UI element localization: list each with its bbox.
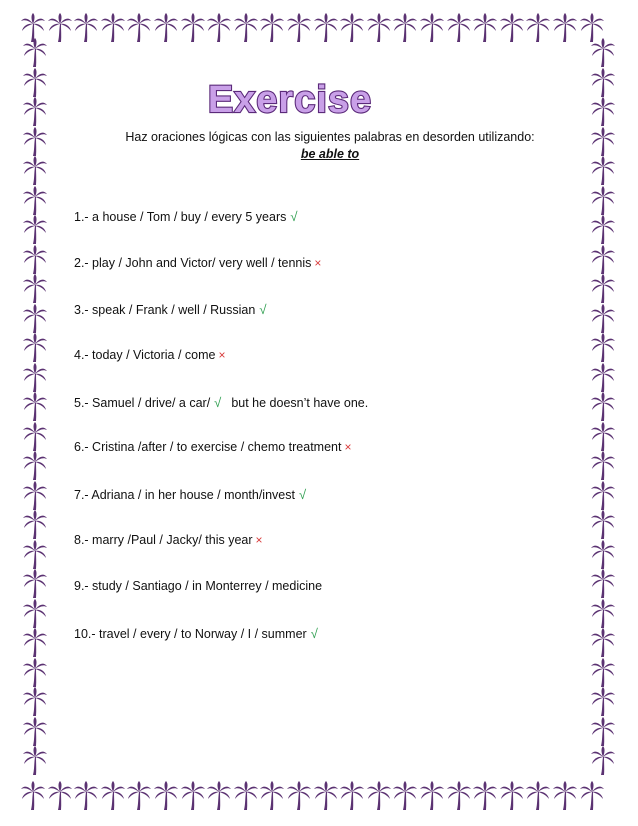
palm-tree-icon <box>22 481 48 511</box>
palm-tree-icon <box>259 13 285 43</box>
palm-tree-icon <box>22 599 48 629</box>
palm-tree-icon <box>22 274 48 304</box>
cross-mark-icon: × <box>255 533 263 547</box>
palm-tree-icon <box>339 13 365 43</box>
palm-tree-icon <box>525 781 551 811</box>
palm-tree-icon <box>22 746 48 776</box>
palm-tree-icon <box>446 13 472 43</box>
palm-tree-icon <box>286 781 312 811</box>
palm-tree-icon <box>180 781 206 811</box>
palm-tree-icon <box>366 781 392 811</box>
palm-tree-icon <box>419 13 445 43</box>
palm-tree-icon <box>259 781 285 811</box>
palm-tree-icon <box>590 274 616 304</box>
exercise-item-text: 6.- Cristina /after / to exercise / chemo treatment <box>74 440 342 454</box>
border-bottom <box>20 778 618 814</box>
exercise-item-tail: but he doesn’t have one. <box>231 396 369 410</box>
title-svg <box>207 72 373 122</box>
exercise-item <box>74 440 351 454</box>
exercise-item <box>74 626 318 641</box>
palm-tree-icon <box>22 68 48 98</box>
palm-tree-icon <box>590 746 616 776</box>
palm-tree-icon <box>22 628 48 658</box>
check-mark-icon: √ <box>214 395 222 410</box>
palm-tree-icon <box>22 451 48 481</box>
palm-tree-icon <box>525 13 551 43</box>
check-mark-icon: √ <box>310 626 318 641</box>
palm-tree-icon <box>126 13 152 43</box>
target-phrase: be able to <box>300 147 360 161</box>
exercise-item-text: 5.- Samuel / drive/ a car/ <box>74 396 211 410</box>
palm-tree-icon <box>22 215 48 245</box>
palm-tree-icon <box>22 304 48 334</box>
palm-tree-icon <box>180 13 206 43</box>
palm-tree-icon <box>590 215 616 245</box>
palm-tree-icon <box>590 687 616 717</box>
palm-tree-icon <box>286 13 312 43</box>
exercise-item-text: 9.- study / Santiago / in Monterrey / medicine <box>74 579 323 593</box>
exercise-item-text: 8.- marry /Paul / Jacky/ this year <box>74 533 253 547</box>
palm-tree-icon <box>419 781 445 811</box>
palm-tree-icon <box>22 156 48 186</box>
palm-tree-icon <box>22 569 48 599</box>
exercise-item <box>74 395 368 410</box>
palm-tree-icon <box>499 13 525 43</box>
exercise-item <box>74 302 266 317</box>
palm-tree-icon <box>552 781 578 811</box>
palm-tree-icon <box>313 13 339 43</box>
check-mark-icon: √ <box>290 209 298 224</box>
palm-tree-icon <box>590 186 616 216</box>
palm-tree-icon <box>22 510 48 540</box>
palm-tree-icon <box>22 422 48 452</box>
palm-tree-icon <box>590 451 616 481</box>
cross-mark-icon: × <box>344 440 352 454</box>
exercise-item <box>74 533 263 547</box>
check-mark-icon: √ <box>298 487 307 502</box>
palm-tree-icon <box>590 97 616 127</box>
exercise-item <box>74 256 321 270</box>
palm-tree-icon <box>339 781 365 811</box>
palm-tree-icon <box>499 781 525 811</box>
palm-tree-icon <box>22 658 48 688</box>
exercise-item-text: 10.- travel / every / to Norway / I / summer <box>74 627 307 641</box>
palm-tree-icon <box>73 781 99 811</box>
palm-tree-icon <box>22 333 48 363</box>
palm-tree-icon <box>22 363 48 393</box>
palm-tree-icon <box>22 687 48 717</box>
palm-tree-icon <box>552 13 578 43</box>
palm-tree-icon <box>100 13 126 43</box>
palm-tree-icon <box>590 392 616 422</box>
title-wordart <box>207 72 373 122</box>
palm-tree-icon <box>206 13 232 43</box>
palm-tree-icon <box>22 38 48 68</box>
palm-tree-icon <box>22 186 48 216</box>
palm-tree-icon <box>22 127 48 157</box>
palm-tree-icon <box>590 245 616 275</box>
border-top <box>20 10 618 46</box>
palm-tree-icon <box>22 717 48 747</box>
palm-tree-icon <box>590 628 616 658</box>
palm-tree-icon <box>590 481 616 511</box>
palm-tree-icon <box>590 38 616 68</box>
palm-tree-icon <box>590 422 616 452</box>
palm-tree-icon <box>590 363 616 393</box>
exercise-item-text: 3.- speak / Frank / well / Russian <box>74 303 256 317</box>
exercise-item-text: 7.- Adriana / in her house / month/invest <box>74 488 295 502</box>
palm-tree-icon <box>590 658 616 688</box>
palm-tree-icon <box>233 13 259 43</box>
palm-tree-icon <box>126 781 152 811</box>
border-left <box>18 38 52 788</box>
exercise-item-text: 4.- today / Victoria / come <box>74 348 216 362</box>
exercise-item <box>74 209 298 224</box>
palm-tree-icon <box>590 510 616 540</box>
palm-tree-icon <box>392 13 418 43</box>
palm-tree-icon <box>313 781 339 811</box>
palm-tree-icon <box>590 569 616 599</box>
exercise-item <box>74 487 306 502</box>
cross-mark-icon: × <box>218 348 226 362</box>
cross-mark-icon: × <box>314 256 322 270</box>
palm-tree-icon <box>233 781 259 811</box>
palm-tree-icon <box>590 304 616 334</box>
palm-tree-icon <box>22 540 48 570</box>
palm-tree-icon <box>590 68 616 98</box>
palm-tree-icon <box>472 13 498 43</box>
palm-tree-icon <box>446 781 472 811</box>
page-title: Exercise <box>207 79 373 121</box>
palm-tree-icon <box>366 13 392 43</box>
palm-tree-icon <box>590 540 616 570</box>
palm-tree-icon <box>22 97 48 127</box>
exercise-item-text: 1.- a house / Tom / buy / every 5 years <box>74 210 287 224</box>
palm-tree-icon <box>100 781 126 811</box>
palm-tree-icon <box>22 392 48 422</box>
exercise-item-text: 2.- play / John and Victor/ very well / tennis <box>74 256 312 270</box>
instruction-text: Haz oraciones lógicas con las siguientes palabras en desorden utilizando: <box>125 130 535 144</box>
palm-tree-icon <box>153 781 179 811</box>
palm-tree-icon <box>590 599 616 629</box>
palm-tree-icon <box>472 781 498 811</box>
palm-tree-icon <box>153 13 179 43</box>
palm-tree-icon <box>590 333 616 363</box>
palm-tree-icon <box>22 245 48 275</box>
exercise-item <box>74 579 322 593</box>
palm-tree-icon <box>73 13 99 43</box>
check-mark-icon: √ <box>259 302 267 317</box>
palm-tree-icon <box>206 781 232 811</box>
exercise-item <box>74 348 226 362</box>
palm-tree-icon <box>590 717 616 747</box>
palm-tree-icon <box>392 781 418 811</box>
